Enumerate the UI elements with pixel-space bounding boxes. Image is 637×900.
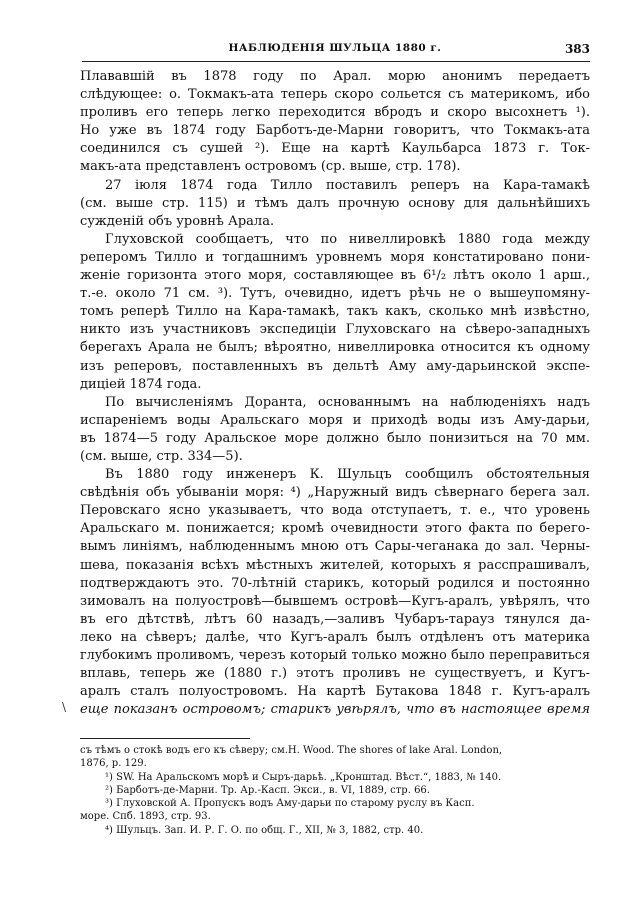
text-line: (см. выше, стр. 334—5). — [80, 448, 243, 464]
footnote-line: море. Спб. 1893, стр. 93. — [80, 811, 211, 823]
text-line: шева, показанія всѣхъ мѣстныхъ жителей, которыхъ я расспрашивалъ, — [80, 557, 590, 573]
text-line: томъ реперѣ Тилло на Кара-тамакѣ, такъ какъ, сколько мнѣ извѣстно, — [80, 304, 590, 320]
running-title: НАБЛЮДЕНІЯ ШУЛЬЦА 1880 г. — [228, 42, 442, 54]
margin-mark: \ — [62, 700, 67, 714]
main-text — [80, 68, 590, 719]
footnote-separator — [80, 738, 250, 739]
text-line: женіе горизонта этого моря, составляющее въ 6¹/₂ лѣтъ около 1 арш., — [80, 268, 590, 284]
text-line: 27 іюля 1874 года Тилло поставилъ реперъ на Кара-тамакѣ — [105, 177, 590, 193]
text-line: соединился съ сушей ²). Еще на картѣ Каульбарса 1873 г. Ток- — [80, 141, 590, 157]
footnote-line: 1876, p. 129. — [80, 758, 147, 770]
text-line: въ 1874—5 году Аральское море должно было понизиться на 70 мм. — [80, 430, 590, 446]
footnotes — [80, 744, 590, 837]
text-line: По вычисленіямъ Доранта, основаннымъ на наблюденіяхъ надъ — [105, 394, 590, 410]
text-line: сужденій объ уровнѣ Арала. — [80, 213, 275, 229]
text-line: въ его дѣтствѣ, лѣтъ 60 назадъ,—заливъ Чубаръ-тарауз тянулся да- — [80, 611, 590, 627]
text-line: никто изъ участниковъ экспедиціи Глуховскаго на сѣверо-западныхъ — [80, 322, 590, 338]
text-line: (см. выше стр. 115) и тѣмъ далъ прочную основу для дальнѣйшихъ — [80, 195, 590, 211]
text-line: слѣдующее: о. Токмакъ-ата теперь скоро сольется съ материкомъ, ибо — [80, 87, 590, 103]
text-line: аралъ сталъ полуостровомъ. На картѣ Бутакова 1848 г. Кугъ-аралъ — [80, 684, 590, 700]
text-line: Аральскаго м. понижается; кромѣ очевидности этого факта по берего- — [80, 521, 590, 537]
text-line: изъ реперовъ, поставленныхъ въ дельтѣ Аму аму-дарьинской экспе- — [80, 358, 590, 374]
text-line: реперомъ Тилло и тогдашнимъ уровнемъ моря констатировано пони- — [80, 249, 590, 265]
text-line: Перовскаго ясно указываетъ, что вода отступаетъ, т. е., что уровень — [80, 503, 590, 519]
page-number: 383 — [564, 42, 590, 56]
footnote-line: ⁴) Шульцъ. Зап. И. Р. Г. О. по общ. Г., XII, № 3, 1882, стр. 40. — [105, 824, 424, 836]
text-line: леко на сѣверъ; далѣе, что Кугъ-аралъ былъ отдѣленъ отъ материка — [80, 629, 590, 645]
text-line: зимовалъ на полуостровѣ—бывшемъ островѣ—Кугъ-аралъ, увѣрялъ, что — [80, 593, 590, 609]
text-line: глубокимъ проливомъ, черезъ который только можно было переправиться — [80, 648, 590, 663]
text-line: Плававшій въ 1878 году по Арал. морю анонимъ передаетъ — [80, 69, 590, 84]
text-line: Глуховской сообщаетъ, что по нивеллировкѣ 1880 года между — [105, 231, 590, 247]
text-line: диціей 1874 года. — [80, 376, 202, 392]
text-line: вплавь, теперь же (1880 г.) этотъ проливъ не существуетъ, и Кугъ- — [80, 666, 590, 682]
footnote-line: ²) Барботъ-де-Марни. Тр. Ар.-Касп. Экси., в. VI, 1889, стр. 66. — [105, 784, 430, 796]
text-line: испареніемъ воды Аральскаго моря и приходѣ воды изъ Аму-дарьи, — [80, 412, 590, 428]
text-line: подтверждаютъ это. 70-лѣтній старикъ, который родился и постоянно — [80, 575, 590, 591]
text-line: свѣдѣнія объ убываніи моря: ⁴) „Наружный видъ сѣвернаго берега зал. — [80, 485, 590, 501]
footnote-line: съ тѣмъ о стокѣ водъ его къ сѣверу; см.H. Wood. The shores of lake Aral. London, — [80, 745, 503, 756]
footnote-line: ³) Глуховской А. Пропускъ водъ Аму-дарьи по старому руслу въ Касп. — [105, 798, 475, 810]
text-line: Но уже въ 1874 году Барботъ-де-Марни говоритъ, что Токмакъ-ата — [80, 123, 590, 139]
text-line: еще показанъ островомъ; старикъ увѣрялъ, что въ настоящее время — [80, 702, 590, 718]
header-rule — [82, 61, 590, 62]
text-line: берегахъ Арала не былъ; вѣроятно, нивеллировка относится къ одному — [80, 340, 590, 356]
text-line: Въ 1880 году инженеръ К. Шульцъ сообщилъ обстоятельныя — [105, 467, 590, 483]
text-line: т.-е. около 71 см. ³). Тутъ, очевидно, идетъ рѣчь не о вышеупомяну- — [80, 286, 590, 302]
footnote-line: ¹) SW. На Аральскомъ морѣ и Сыръ-дарьѣ. „Кронштад. Вѣст.“, 1883, № 140. — [105, 771, 502, 783]
text-line: вымъ линіямъ, наблюденнымъ мною отъ Сары-чеганака до зал. Черны- — [80, 539, 590, 555]
text-line: проливъ его теперь легко переходится вбродъ и скоро высохнетъ ¹). — [80, 105, 590, 121]
text-line: макъ-ата представленъ островомъ (ср. выше, стр. 178). — [80, 159, 461, 175]
page-header — [80, 42, 590, 58]
